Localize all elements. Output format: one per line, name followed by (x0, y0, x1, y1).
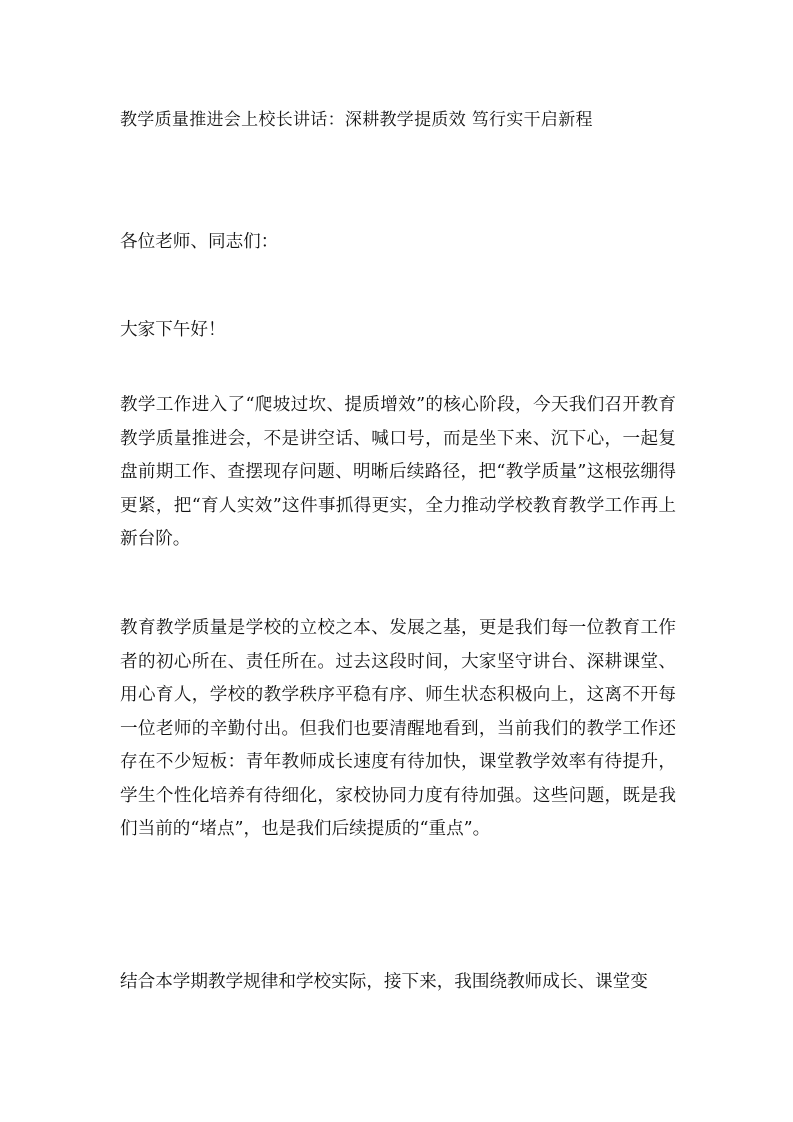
greeting: 大家下午好！ (120, 320, 226, 340)
paragraph-2: 教育教学质量是学校的立校之本、发展之基，更是我们每一位教育工作者的初心所在、责任所在。过去这段时间，大家坚守讲台、深耕课堂、用心育人，学校的教学秩序平稳有序、师生状态积极向上，这离不开每一位老师的辛勤付出。但我们也要清醒地看到，当前我们的教学工作还存在不少短板：青年教师成长速度有待加快，课堂教学效率有待提升，学生个性化培养有待细化，家校协同力度有待加强。这些问题，既是我们当前的“堵点”，也是我们后续提质的“重点”。 (120, 618, 676, 839)
paragraph-1: 教学工作进入了“爬坡过坎、提质增效”的核心阶段，今天我们召开教育教学质量推进会，不是讲空话、喊口号，而是坐下来、沉下心，一起复盘前期工作、查摆现存问题、明晰后续路径，把“教学质量”这根弦绷得更紧，把“育人实效”这件事抓得更实，全力推动学校教育教学工作再上新台阶。 (120, 395, 676, 549)
salutation: 各位老师、同志们： (120, 232, 279, 252)
paragraph-3: 结合本学期教学规律和学校实际，接下来，我围绕教师成长、课堂变 (120, 972, 648, 992)
document-title: 教学质量推进会上校长讲话：深耕教学提质效 笃行实干启新程 (120, 110, 593, 130)
